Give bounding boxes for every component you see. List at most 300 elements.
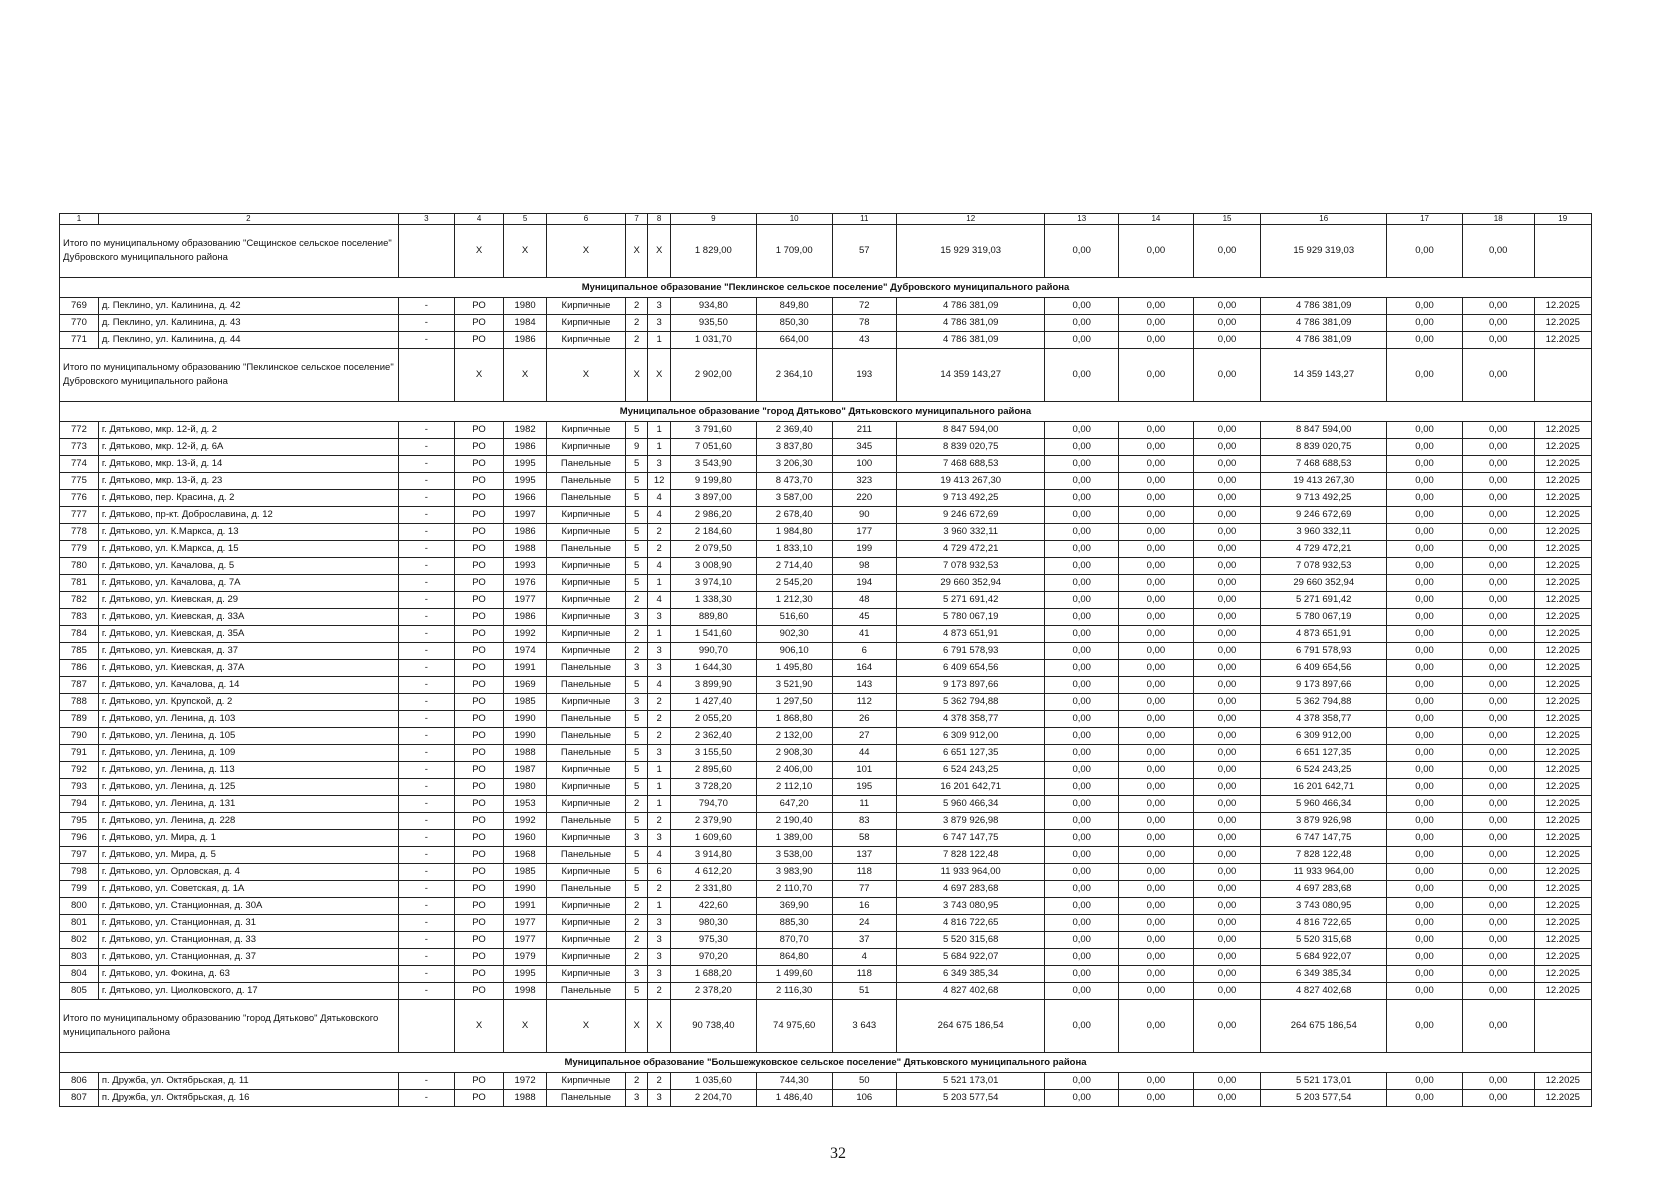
data-cell-c5: 1993 xyxy=(504,558,547,575)
address-cell: г. Дятьково, ул. Ленина, д. 113 xyxy=(98,762,398,779)
data-cell-c5: 1992 xyxy=(504,813,547,830)
address-cell: г. Дятьково, ул. Мира, д. 5 xyxy=(98,847,398,864)
row-number: 792 xyxy=(60,762,99,779)
data-cell-c7: 2 xyxy=(625,592,648,609)
data-cell-c14: 0,00 xyxy=(1119,864,1194,881)
data-cell-c5: 1977 xyxy=(504,592,547,609)
address-cell: г. Дятьково, ул. Циолковского, д. 17 xyxy=(98,983,398,1000)
data-cell-c5: 1984 xyxy=(504,315,547,332)
data-cell-c8: 1 xyxy=(648,762,671,779)
data-cell-c9: 1 338,30 xyxy=(670,592,756,609)
data-cell-c9: 1 427,40 xyxy=(670,694,756,711)
data-cell-c15: 0,00 xyxy=(1193,898,1261,915)
data-cell-c16: 4 786 381,09 xyxy=(1261,315,1387,332)
data-cell-c10: 3 521,90 xyxy=(756,677,832,694)
data-cell-c17: 0,00 xyxy=(1387,643,1463,660)
data-cell-c4: РО xyxy=(455,626,504,643)
data-cell-c7: 5 xyxy=(625,881,648,898)
data-cell-c7: 5 xyxy=(625,490,648,507)
data-cell-c10: 1 984,80 xyxy=(756,524,832,541)
data-cell-c9: 9 199,80 xyxy=(670,473,756,490)
table-row xyxy=(60,949,1592,966)
address-cell: г. Дятьково, ул. Ленина, д. 228 xyxy=(98,813,398,830)
data-cell-c4: РО xyxy=(455,643,504,660)
data-cell-c9: 2 184,60 xyxy=(670,524,756,541)
data-cell-c3: - xyxy=(398,660,454,677)
housing-registry-table xyxy=(59,213,1592,1107)
data-cell-c5: 1980 xyxy=(504,779,547,796)
data-cell-c9: 2 986,20 xyxy=(670,507,756,524)
data-cell-c8: 3 xyxy=(648,949,671,966)
data-cell-c8: 2 xyxy=(648,1073,671,1090)
address-cell: г. Дятьково, пер. Красина, д. 2 xyxy=(98,490,398,507)
data-cell-c10: 2 112,10 xyxy=(756,779,832,796)
data-cell-c7: 2 xyxy=(625,298,648,315)
data-cell-c5: 1985 xyxy=(504,694,547,711)
data-cell-c5: 1987 xyxy=(504,762,547,779)
address-cell: г. Дятьково, ул. К.Маркса, д. 15 xyxy=(98,541,398,558)
data-cell-c11: 27 xyxy=(832,728,896,745)
table-row xyxy=(60,881,1592,898)
total-cell-c15: 0,00 xyxy=(1193,225,1261,278)
data-cell-c8: 3 xyxy=(648,745,671,762)
data-cell-c6: Кирпичные xyxy=(547,694,626,711)
total-cell-c3 xyxy=(398,349,454,402)
data-cell-c18: 0,00 xyxy=(1462,332,1534,349)
data-cell-c16: 8 839 020,75 xyxy=(1261,439,1387,456)
data-cell-c17: 0,00 xyxy=(1387,711,1463,728)
column-number: 1 xyxy=(60,214,99,225)
data-cell-c5: 1997 xyxy=(504,507,547,524)
data-cell-c6: Панельные xyxy=(547,473,626,490)
data-cell-c3: - xyxy=(398,694,454,711)
data-cell-c18: 0,00 xyxy=(1462,541,1534,558)
row-number: 781 xyxy=(60,575,99,592)
data-cell-c5: 1990 xyxy=(504,881,547,898)
data-cell-c8: 2 xyxy=(648,881,671,898)
data-cell-c18: 0,00 xyxy=(1462,830,1534,847)
table-row xyxy=(60,711,1592,728)
data-cell-c19: 12.2025 xyxy=(1534,332,1591,349)
data-cell-c8: 1 xyxy=(648,779,671,796)
data-cell-c12: 5 684 922,07 xyxy=(897,949,1045,966)
data-cell-c10: 2 545,20 xyxy=(756,575,832,592)
section-title: Муниципальное образование "Большежуковское сельское поселение" Дятьковского муниципального района xyxy=(60,1053,1592,1073)
data-cell-c14: 0,00 xyxy=(1119,507,1194,524)
data-cell-c12: 11 933 964,00 xyxy=(897,864,1045,881)
data-cell-c17: 0,00 xyxy=(1387,315,1463,332)
data-cell-c10: 2 406,00 xyxy=(756,762,832,779)
data-cell-c6: Кирпичные xyxy=(547,898,626,915)
table-row xyxy=(60,439,1592,456)
data-cell-c17: 0,00 xyxy=(1387,898,1463,915)
data-cell-c7: 5 xyxy=(625,558,648,575)
data-cell-c3: - xyxy=(398,643,454,660)
data-cell-c11: 78 xyxy=(832,315,896,332)
row-number: 782 xyxy=(60,592,99,609)
total-cell-c15: 0,00 xyxy=(1193,1000,1261,1053)
address-cell: г. Дятьково, ул. Киевская, д. 37А xyxy=(98,660,398,677)
data-cell-c7: 5 xyxy=(625,575,648,592)
data-cell-c19: 12.2025 xyxy=(1534,1073,1591,1090)
data-cell-c19: 12.2025 xyxy=(1534,660,1591,677)
data-cell-c16: 5 521 173,01 xyxy=(1261,1073,1387,1090)
data-cell-c14: 0,00 xyxy=(1119,711,1194,728)
data-cell-c3: - xyxy=(398,830,454,847)
column-number: 7 xyxy=(625,214,648,225)
data-cell-c10: 3 587,00 xyxy=(756,490,832,507)
data-cell-c4: РО xyxy=(455,728,504,745)
data-cell-c8: 2 xyxy=(648,541,671,558)
data-cell-c12: 6 651 127,35 xyxy=(897,745,1045,762)
data-cell-c19: 12.2025 xyxy=(1534,507,1591,524)
data-cell-c5: 1988 xyxy=(504,541,547,558)
data-cell-c5: 1990 xyxy=(504,728,547,745)
address-cell: г. Дятьково, пр-кт. Доброславина, д. 12 xyxy=(98,507,398,524)
table-row xyxy=(60,558,1592,575)
data-cell-c6: Кирпичные xyxy=(547,332,626,349)
data-cell-c6: Кирпичные xyxy=(547,609,626,626)
data-cell-c5: 1990 xyxy=(504,711,547,728)
data-cell-c19: 12.2025 xyxy=(1534,694,1591,711)
data-cell-c10: 1 389,00 xyxy=(756,830,832,847)
total-cell-c14: 0,00 xyxy=(1119,225,1194,278)
data-cell-c4: РО xyxy=(455,779,504,796)
data-cell-c15: 0,00 xyxy=(1193,847,1261,864)
data-cell-c18: 0,00 xyxy=(1462,966,1534,983)
data-cell-c3: - xyxy=(398,779,454,796)
data-cell-c12: 3 960 332,11 xyxy=(897,524,1045,541)
data-cell-c18: 0,00 xyxy=(1462,422,1534,439)
data-cell-c12: 6 349 385,34 xyxy=(897,966,1045,983)
data-cell-c18: 0,00 xyxy=(1462,507,1534,524)
row-number: 789 xyxy=(60,711,99,728)
data-cell-c12: 7 078 932,53 xyxy=(897,558,1045,575)
data-cell-c19: 12.2025 xyxy=(1534,796,1591,813)
data-cell-c8: 2 xyxy=(648,728,671,745)
data-cell-c16: 9 246 672,69 xyxy=(1261,507,1387,524)
table-row xyxy=(60,915,1592,932)
data-cell-c9: 1 031,70 xyxy=(670,332,756,349)
data-cell-c9: 2 379,90 xyxy=(670,813,756,830)
data-cell-c13: 0,00 xyxy=(1045,643,1119,660)
data-cell-c10: 849,80 xyxy=(756,298,832,315)
total-cell-c17: 0,00 xyxy=(1387,1000,1463,1053)
data-cell-c14: 0,00 xyxy=(1119,694,1194,711)
data-cell-c3: - xyxy=(398,422,454,439)
data-cell-c11: 118 xyxy=(832,966,896,983)
address-cell: г. Дятьково, мкр. 12-й, д. 6А xyxy=(98,439,398,456)
data-cell-c17: 0,00 xyxy=(1387,949,1463,966)
data-cell-c17: 0,00 xyxy=(1387,881,1463,898)
table-row xyxy=(60,592,1592,609)
table-row xyxy=(60,762,1592,779)
data-cell-c7: 2 xyxy=(625,932,648,949)
data-cell-c15: 0,00 xyxy=(1193,915,1261,932)
data-cell-c9: 2 362,40 xyxy=(670,728,756,745)
data-cell-c9: 1 541,60 xyxy=(670,626,756,643)
data-cell-c15: 0,00 xyxy=(1193,830,1261,847)
data-cell-c18: 0,00 xyxy=(1462,456,1534,473)
data-cell-c7: 2 xyxy=(625,626,648,643)
data-cell-c9: 3 155,50 xyxy=(670,745,756,762)
data-cell-c7: 2 xyxy=(625,315,648,332)
data-cell-c12: 5 520 315,68 xyxy=(897,932,1045,949)
data-cell-c14: 0,00 xyxy=(1119,558,1194,575)
total-cell-c13: 0,00 xyxy=(1045,1000,1119,1053)
data-cell-c19: 12.2025 xyxy=(1534,728,1591,745)
data-cell-c5: 1977 xyxy=(504,915,547,932)
data-cell-c9: 2 055,20 xyxy=(670,711,756,728)
data-cell-c7: 5 xyxy=(625,847,648,864)
data-cell-c8: 1 xyxy=(648,422,671,439)
data-cell-c16: 7 078 932,53 xyxy=(1261,558,1387,575)
data-cell-c19: 12.2025 xyxy=(1534,745,1591,762)
data-cell-c18: 0,00 xyxy=(1462,762,1534,779)
data-cell-c7: 2 xyxy=(625,1073,648,1090)
data-cell-c13: 0,00 xyxy=(1045,949,1119,966)
data-cell-c15: 0,00 xyxy=(1193,558,1261,575)
data-cell-c13: 0,00 xyxy=(1045,711,1119,728)
data-cell-c16: 4 816 722,65 xyxy=(1261,915,1387,932)
data-cell-c11: 45 xyxy=(832,609,896,626)
data-cell-c16: 19 413 267,30 xyxy=(1261,473,1387,490)
data-cell-c7: 2 xyxy=(625,949,648,966)
data-cell-c3: - xyxy=(398,524,454,541)
data-cell-c18: 0,00 xyxy=(1462,558,1534,575)
row-number: 774 xyxy=(60,456,99,473)
data-cell-c7: 5 xyxy=(625,541,648,558)
data-cell-c3: - xyxy=(398,626,454,643)
data-cell-c10: 1 495,80 xyxy=(756,660,832,677)
data-cell-c9: 3 974,10 xyxy=(670,575,756,592)
total-cell-c4: X xyxy=(455,349,504,402)
data-cell-c18: 0,00 xyxy=(1462,779,1534,796)
data-cell-c13: 0,00 xyxy=(1045,541,1119,558)
total-cell-c10: 1 709,00 xyxy=(756,225,832,278)
data-cell-c12: 6 524 243,25 xyxy=(897,762,1045,779)
data-cell-c12: 3 743 080,95 xyxy=(897,898,1045,915)
row-number: 772 xyxy=(60,422,99,439)
data-cell-c4: РО xyxy=(455,745,504,762)
data-cell-c7: 5 xyxy=(625,422,648,439)
data-cell-c11: 58 xyxy=(832,830,896,847)
data-cell-c13: 0,00 xyxy=(1045,779,1119,796)
data-cell-c8: 1 xyxy=(648,626,671,643)
data-cell-c17: 0,00 xyxy=(1387,813,1463,830)
total-label: Итого по муниципальному образованию "город Дятьково" Дятьковского муниципального района xyxy=(60,1000,399,1053)
data-cell-c16: 5 960 466,34 xyxy=(1261,796,1387,813)
data-cell-c16: 5 362 794,88 xyxy=(1261,694,1387,711)
data-cell-c15: 0,00 xyxy=(1193,490,1261,507)
data-cell-c6: Панельные xyxy=(547,813,626,830)
data-cell-c8: 3 xyxy=(648,456,671,473)
row-number: 783 xyxy=(60,609,99,626)
data-cell-c12: 9 713 492,25 xyxy=(897,490,1045,507)
table-row xyxy=(60,864,1592,881)
address-cell: г. Дятьково, ул. Фокина, д. 63 xyxy=(98,966,398,983)
data-cell-c17: 0,00 xyxy=(1387,473,1463,490)
data-cell-c19: 12.2025 xyxy=(1534,490,1591,507)
data-cell-c19: 12.2025 xyxy=(1534,626,1591,643)
data-cell-c15: 0,00 xyxy=(1193,456,1261,473)
data-cell-c9: 3 897,00 xyxy=(670,490,756,507)
data-cell-c8: 1 xyxy=(648,796,671,813)
data-cell-c10: 850,30 xyxy=(756,315,832,332)
data-cell-c13: 0,00 xyxy=(1045,694,1119,711)
data-cell-c17: 0,00 xyxy=(1387,762,1463,779)
total-row xyxy=(60,225,1592,278)
data-cell-c4: РО xyxy=(455,762,504,779)
total-cell-c5: X xyxy=(504,225,547,278)
data-cell-c12: 7 828 122,48 xyxy=(897,847,1045,864)
address-cell: г. Дятьково, ул. Ленина, д. 103 xyxy=(98,711,398,728)
total-cell-c6: X xyxy=(547,1000,626,1053)
data-cell-c19: 12.2025 xyxy=(1534,541,1591,558)
column-number: 4 xyxy=(455,214,504,225)
data-cell-c9: 970,20 xyxy=(670,949,756,966)
data-cell-c4: РО xyxy=(455,422,504,439)
data-cell-c6: Кирпичные xyxy=(547,864,626,881)
data-cell-c6: Кирпичные xyxy=(547,524,626,541)
data-cell-c4: РО xyxy=(455,796,504,813)
data-cell-c9: 3 791,60 xyxy=(670,422,756,439)
data-cell-c12: 7 468 688,53 xyxy=(897,456,1045,473)
data-cell-c16: 4 827 402,68 xyxy=(1261,983,1387,1000)
data-cell-c11: 164 xyxy=(832,660,896,677)
data-cell-c3: - xyxy=(398,915,454,932)
data-cell-c11: 26 xyxy=(832,711,896,728)
data-cell-c5: 1969 xyxy=(504,677,547,694)
data-cell-c13: 0,00 xyxy=(1045,609,1119,626)
data-cell-c16: 3 960 332,11 xyxy=(1261,524,1387,541)
data-cell-c9: 3 899,90 xyxy=(670,677,756,694)
total-cell-c19 xyxy=(1534,225,1591,278)
data-cell-c18: 0,00 xyxy=(1462,592,1534,609)
data-cell-c8: 3 xyxy=(648,643,671,660)
total-cell-c5: X xyxy=(504,349,547,402)
data-cell-c9: 889,80 xyxy=(670,609,756,626)
data-cell-c6: Кирпичные xyxy=(547,762,626,779)
data-cell-c13: 0,00 xyxy=(1045,830,1119,847)
table-row xyxy=(60,524,1592,541)
data-cell-c15: 0,00 xyxy=(1193,864,1261,881)
data-cell-c14: 0,00 xyxy=(1119,524,1194,541)
row-number: 795 xyxy=(60,813,99,830)
data-cell-c4: РО xyxy=(455,694,504,711)
data-cell-c11: 44 xyxy=(832,745,896,762)
data-cell-c8: 2 xyxy=(648,711,671,728)
data-cell-c3: - xyxy=(398,728,454,745)
data-cell-c11: 100 xyxy=(832,456,896,473)
data-cell-c15: 0,00 xyxy=(1193,796,1261,813)
data-cell-c12: 5 203 577,54 xyxy=(897,1090,1045,1107)
data-cell-c9: 934,80 xyxy=(670,298,756,315)
data-cell-c15: 0,00 xyxy=(1193,592,1261,609)
data-cell-c9: 794,70 xyxy=(670,796,756,813)
total-cell-c18: 0,00 xyxy=(1462,1000,1534,1053)
data-cell-c6: Кирпичные xyxy=(547,915,626,932)
data-cell-c11: 11 xyxy=(832,796,896,813)
address-cell: г. Дятьково, ул. Мира, д. 1 xyxy=(98,830,398,847)
column-number: 2 xyxy=(98,214,398,225)
data-cell-c5: 1998 xyxy=(504,983,547,1000)
row-number: 793 xyxy=(60,779,99,796)
table-row xyxy=(60,796,1592,813)
data-cell-c11: 112 xyxy=(832,694,896,711)
row-number: 785 xyxy=(60,643,99,660)
data-cell-c15: 0,00 xyxy=(1193,728,1261,745)
data-cell-c16: 6 309 912,00 xyxy=(1261,728,1387,745)
data-cell-c3: - xyxy=(398,949,454,966)
data-cell-c13: 0,00 xyxy=(1045,422,1119,439)
data-cell-c18: 0,00 xyxy=(1462,728,1534,745)
data-cell-c15: 0,00 xyxy=(1193,541,1261,558)
data-cell-c4: РО xyxy=(455,541,504,558)
data-cell-c19: 12.2025 xyxy=(1534,609,1591,626)
data-cell-c11: 37 xyxy=(832,932,896,949)
address-cell: г. Дятьково, ул. Станционная, д. 33 xyxy=(98,932,398,949)
data-cell-c3: - xyxy=(398,1090,454,1107)
data-cell-c10: 1 499,60 xyxy=(756,966,832,983)
data-cell-c3: - xyxy=(398,864,454,881)
data-cell-c8: 4 xyxy=(648,558,671,575)
row-number: 773 xyxy=(60,439,99,456)
data-cell-c17: 0,00 xyxy=(1387,966,1463,983)
data-cell-c5: 1985 xyxy=(504,864,547,881)
data-cell-c12: 4 786 381,09 xyxy=(897,315,1045,332)
data-cell-c8: 6 xyxy=(648,864,671,881)
data-cell-c3: - xyxy=(398,932,454,949)
row-number: 771 xyxy=(60,332,99,349)
row-number: 786 xyxy=(60,660,99,677)
row-number: 804 xyxy=(60,966,99,983)
data-cell-c4: РО xyxy=(455,949,504,966)
data-cell-c12: 4 816 722,65 xyxy=(897,915,1045,932)
data-cell-c16: 4 786 381,09 xyxy=(1261,332,1387,349)
data-cell-c3: - xyxy=(398,881,454,898)
data-cell-c3: - xyxy=(398,315,454,332)
data-cell-c4: РО xyxy=(455,490,504,507)
address-cell: г. Дятьково, ул. Станционная, д. 37 xyxy=(98,949,398,966)
data-cell-c17: 0,00 xyxy=(1387,332,1463,349)
data-cell-c17: 0,00 xyxy=(1387,1090,1463,1107)
total-cell-c19 xyxy=(1534,1000,1591,1053)
address-cell: г. Дятьково, ул. Ленина, д. 125 xyxy=(98,779,398,796)
data-cell-c12: 9 173 897,66 xyxy=(897,677,1045,694)
data-cell-c13: 0,00 xyxy=(1045,315,1119,332)
data-cell-c16: 5 271 691,42 xyxy=(1261,592,1387,609)
data-cell-c4: РО xyxy=(455,966,504,983)
data-cell-c6: Панельные xyxy=(547,1090,626,1107)
total-cell-c16: 264 675 186,54 xyxy=(1261,1000,1387,1053)
data-cell-c5: 1995 xyxy=(504,473,547,490)
data-cell-c14: 0,00 xyxy=(1119,490,1194,507)
data-cell-c12: 4 729 472,21 xyxy=(897,541,1045,558)
data-cell-c19: 12.2025 xyxy=(1534,881,1591,898)
data-cell-c14: 0,00 xyxy=(1119,898,1194,915)
data-cell-c18: 0,00 xyxy=(1462,626,1534,643)
row-number: 778 xyxy=(60,524,99,541)
data-cell-c13: 0,00 xyxy=(1045,575,1119,592)
row-number: 802 xyxy=(60,932,99,949)
data-cell-c13: 0,00 xyxy=(1045,728,1119,745)
data-cell-c16: 4 697 283,68 xyxy=(1261,881,1387,898)
data-cell-c5: 1992 xyxy=(504,626,547,643)
data-cell-c5: 1988 xyxy=(504,745,547,762)
data-cell-c6: Кирпичные xyxy=(547,315,626,332)
data-cell-c9: 990,70 xyxy=(670,643,756,660)
